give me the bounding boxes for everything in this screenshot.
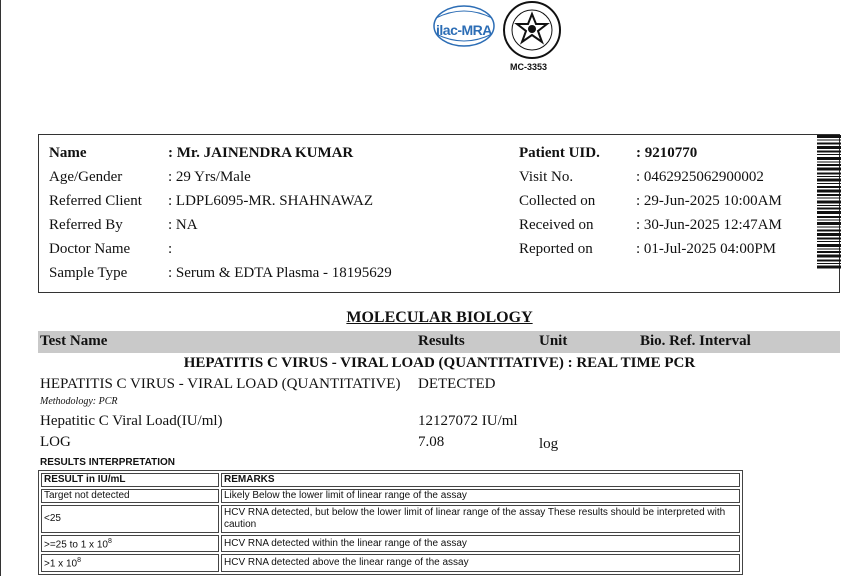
doctor-value: :	[168, 241, 173, 257]
reported-value: : 01-Jul-2025 04:00PM	[636, 241, 777, 257]
col-bio-ref: Bio. Ref. Interval	[640, 333, 751, 349]
row3-name: LOG	[40, 434, 71, 450]
patient-info-box	[38, 134, 840, 293]
doctor-label: Doctor Name	[49, 241, 131, 257]
ilac-mra-logo	[430, 2, 498, 48]
table-row	[41, 535, 740, 552]
col-unit: Unit	[539, 333, 568, 349]
reported-label: Reported on	[519, 241, 593, 257]
cell-remark: HCV RNA detected within the linear range of the assay	[221, 535, 740, 552]
barcode-icon	[817, 135, 841, 269]
sample-value: : Serum & EDTA Plasma - 18195629	[168, 265, 392, 281]
header-remarks: REMARKS	[221, 473, 740, 487]
interpretation-title: RESULTS INTERPRETATION	[40, 457, 175, 468]
section-title: MOLECULAR BIOLOGY	[346, 309, 533, 326]
age-value: : 29 Yrs/Male	[168, 169, 251, 185]
ilac-mra-text: ilac-MRA	[436, 22, 492, 38]
client-label: Referred Client	[49, 193, 142, 209]
interpretation-table	[38, 470, 743, 575]
header-result: RESULT in IU/mL	[41, 473, 219, 487]
sample-label: Sample Type	[49, 265, 128, 281]
age-label: Age/Gender	[49, 169, 123, 185]
row3-result: 7.08	[418, 434, 445, 450]
col-results: Results	[418, 333, 465, 349]
collected-value: : 29-Jun-2025 10:00AM	[636, 193, 782, 209]
methodology: Methodology: PCR	[40, 396, 118, 407]
table-row	[41, 473, 740, 487]
uid-label: Patient UID.	[519, 145, 600, 161]
test-heading: HEPATITIS C VIRUS - VIRAL LOAD (QUANTITATIVE) : REAL TIME PCR	[183, 355, 696, 371]
cell-result	[41, 554, 219, 571]
nabl-seal-icon	[502, 0, 562, 60]
name-label: Name	[49, 145, 87, 161]
received-value: : 30-Jun-2025 12:47AM	[636, 217, 782, 233]
cell-result-exp: 8	[107, 538, 112, 545]
cell-remark: Likely Below the lower limit of linear range of the assay	[221, 489, 740, 503]
cell-result-base: >1 x 10	[44, 558, 78, 570]
cell-remark: HCV RNA detected above the linear range of the assay	[221, 554, 740, 571]
client-value: : LDPL6095-MR. SHAHNAWAZ	[168, 193, 374, 209]
table-row	[41, 489, 740, 503]
cell-result: <25	[41, 505, 219, 533]
visit-value: : 0462925062900002	[636, 169, 764, 185]
refby-label: Referred By	[49, 217, 123, 233]
mc-number: MC-3353	[510, 62, 548, 72]
row1-result: DETECTED	[418, 376, 496, 392]
cell-result-base: >=25 to 1 x 10	[44, 539, 108, 551]
row3-unit: log	[539, 436, 559, 452]
accreditation-logos	[428, 0, 568, 76]
refby-value: : NA	[168, 217, 198, 233]
table-row	[41, 554, 740, 571]
cell-result	[41, 535, 219, 552]
col-test-name: Test Name	[40, 333, 108, 349]
cell-result: Target not detected	[41, 489, 219, 503]
uid-value: : 9210770	[636, 145, 698, 161]
visit-label: Visit No.	[519, 169, 574, 185]
cell-result-exp: 8	[77, 557, 81, 565]
left-border-line	[0, 0, 1, 576]
collected-label: Collected on	[519, 193, 596, 209]
row2-name: Hepatitic C Viral Load(IU/ml)	[40, 413, 223, 429]
cell-remark: HCV RNA detected, but below the lower limit of linear range of the assay These results should be interpreted with caution	[221, 505, 740, 533]
row2-result: 12127072 IU/ml	[418, 413, 518, 429]
row1-name: HEPATITIS C VIRUS - VIRAL LOAD (QUANTITATIVE)	[40, 376, 401, 392]
received-label: Received on	[519, 217, 594, 233]
results-table-header	[38, 331, 840, 353]
name-value: : Mr. JAINENDRA KUMAR	[168, 145, 354, 161]
table-row	[41, 505, 740, 533]
